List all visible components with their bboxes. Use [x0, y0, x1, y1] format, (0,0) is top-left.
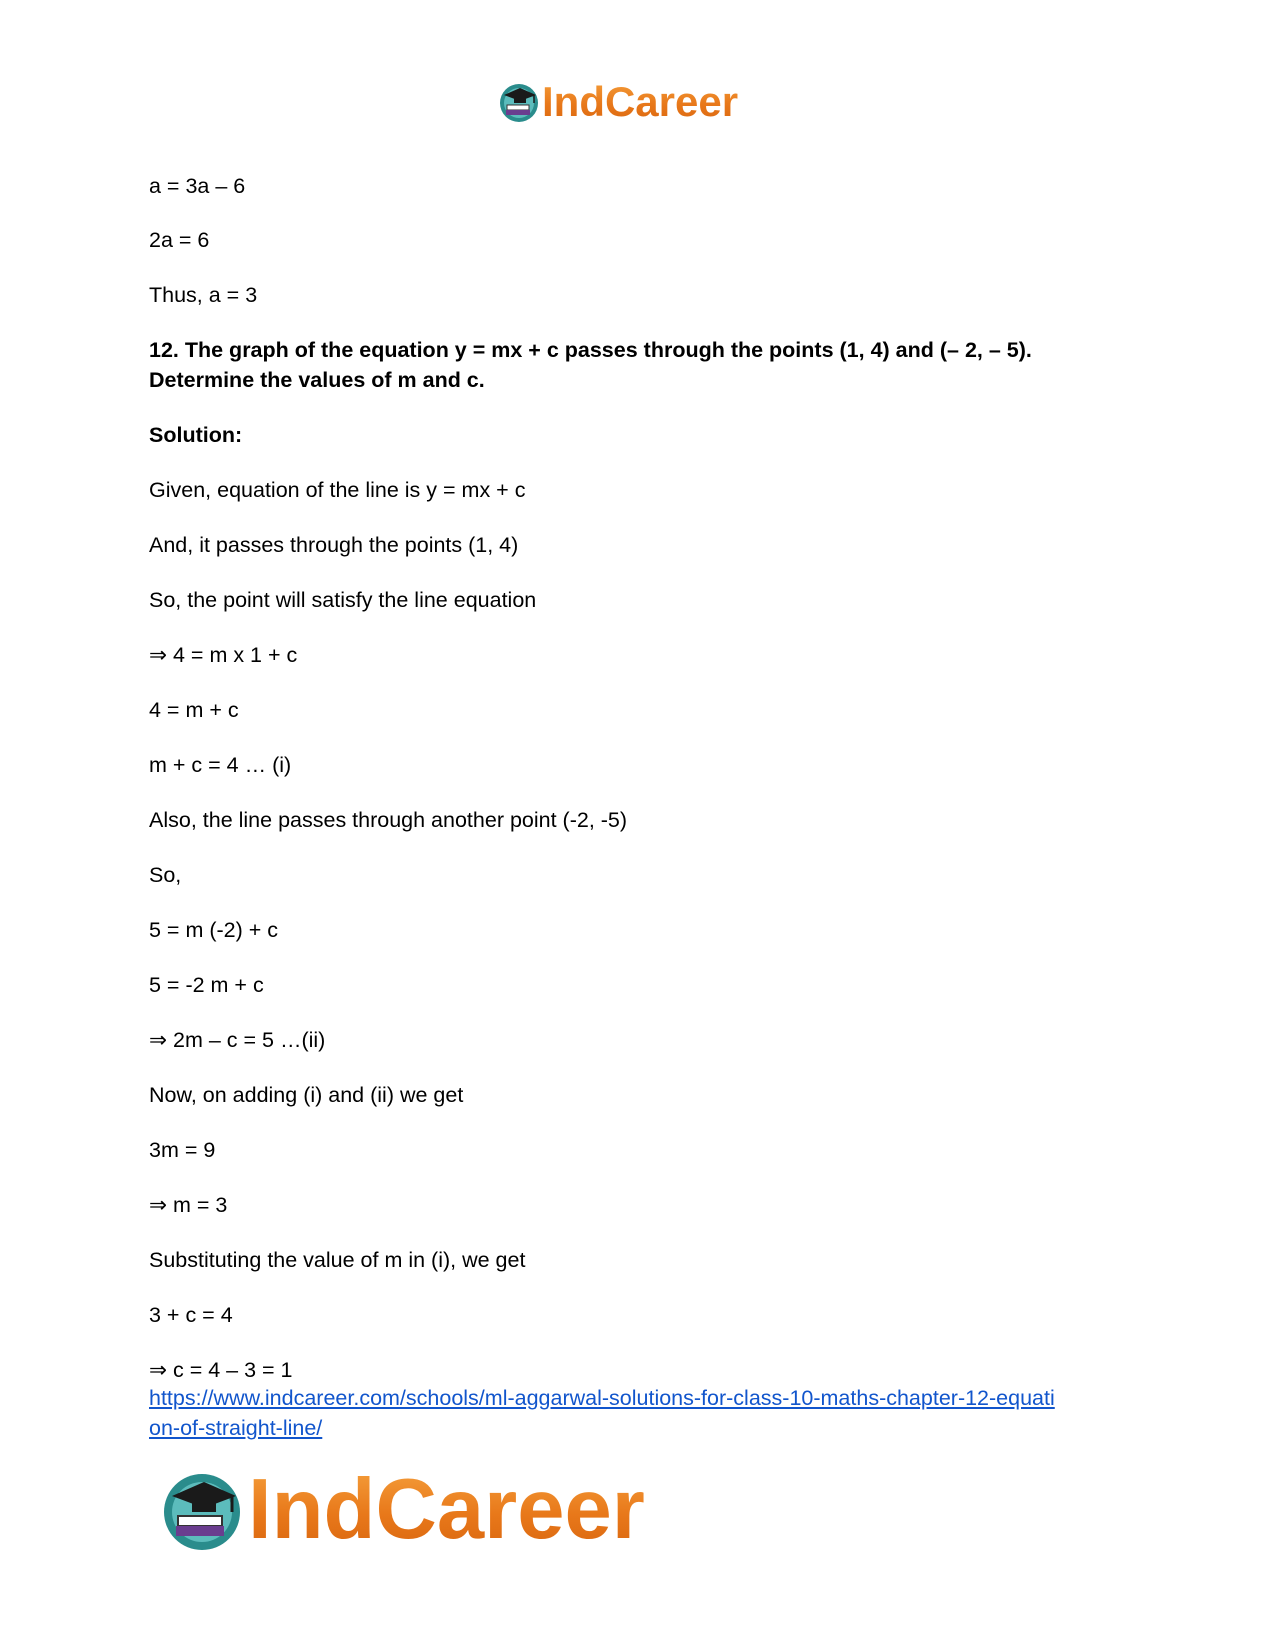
solution-line: m + c = 4 … (i) [149, 753, 292, 777]
header-logo [498, 78, 738, 126]
solution-line: 4 = m + c [149, 698, 239, 722]
text-line: a = 3a – 6 [149, 174, 246, 198]
solution-line: Now, on adding (i) and (ii) we get [149, 1083, 464, 1107]
solution-line: 3m = 9 [149, 1138, 216, 1162]
logo-wordmark: IndCareer [542, 78, 739, 125]
graduation-books-icon [498, 81, 540, 123]
solution-line: So, [149, 863, 182, 887]
solution-line: ⇒ 4 = m x 1 + c [149, 643, 298, 667]
solution-line: Also, the line passes through another point (-2, -5) [149, 808, 628, 832]
solution-label: Solution: [149, 423, 243, 447]
footer-logo [160, 1462, 645, 1557]
solution-line: And, it passes through the points (1, 4) [149, 533, 519, 557]
question-heading-line-1: 12. The graph of the equation y = mx + c passes through the points (1, 4) and (– 2, – 5). [149, 338, 1032, 362]
question-heading-line-2: Determine the values of m and c. [149, 368, 485, 392]
source-link-line-2[interactable]: on-of-straight-line/ [149, 1416, 323, 1440]
graduation-books-icon [160, 1468, 244, 1552]
solution-line: Given, equation of the line is y = mx + c [149, 478, 526, 502]
solution-line: ⇒ c = 4 – 3 = 1 [149, 1358, 293, 1382]
solution-line: ⇒ 2m – c = 5 …(ii) [149, 1028, 326, 1052]
source-link-line-1[interactable]: https://www.indcareer.com/schools/ml-aggarwal-solutions-for-class-10-maths-chapter-12-equati [149, 1386, 1055, 1410]
solution-line: ⇒ m = 3 [149, 1193, 228, 1217]
logo-wordmark: IndCareer [248, 1462, 645, 1557]
solution-line: 5 = -2 m + c [149, 973, 264, 997]
solution-line: 5 = m (-2) + c [149, 918, 279, 942]
solution-line: 3 + c = 4 [149, 1303, 233, 1327]
text-line: Thus, a = 3 [149, 283, 258, 307]
solution-line: Substituting the value of m in (i), we get [149, 1248, 526, 1272]
text-line: 2a = 6 [149, 228, 210, 252]
solution-line: So, the point will satisfy the line equation [149, 588, 537, 612]
